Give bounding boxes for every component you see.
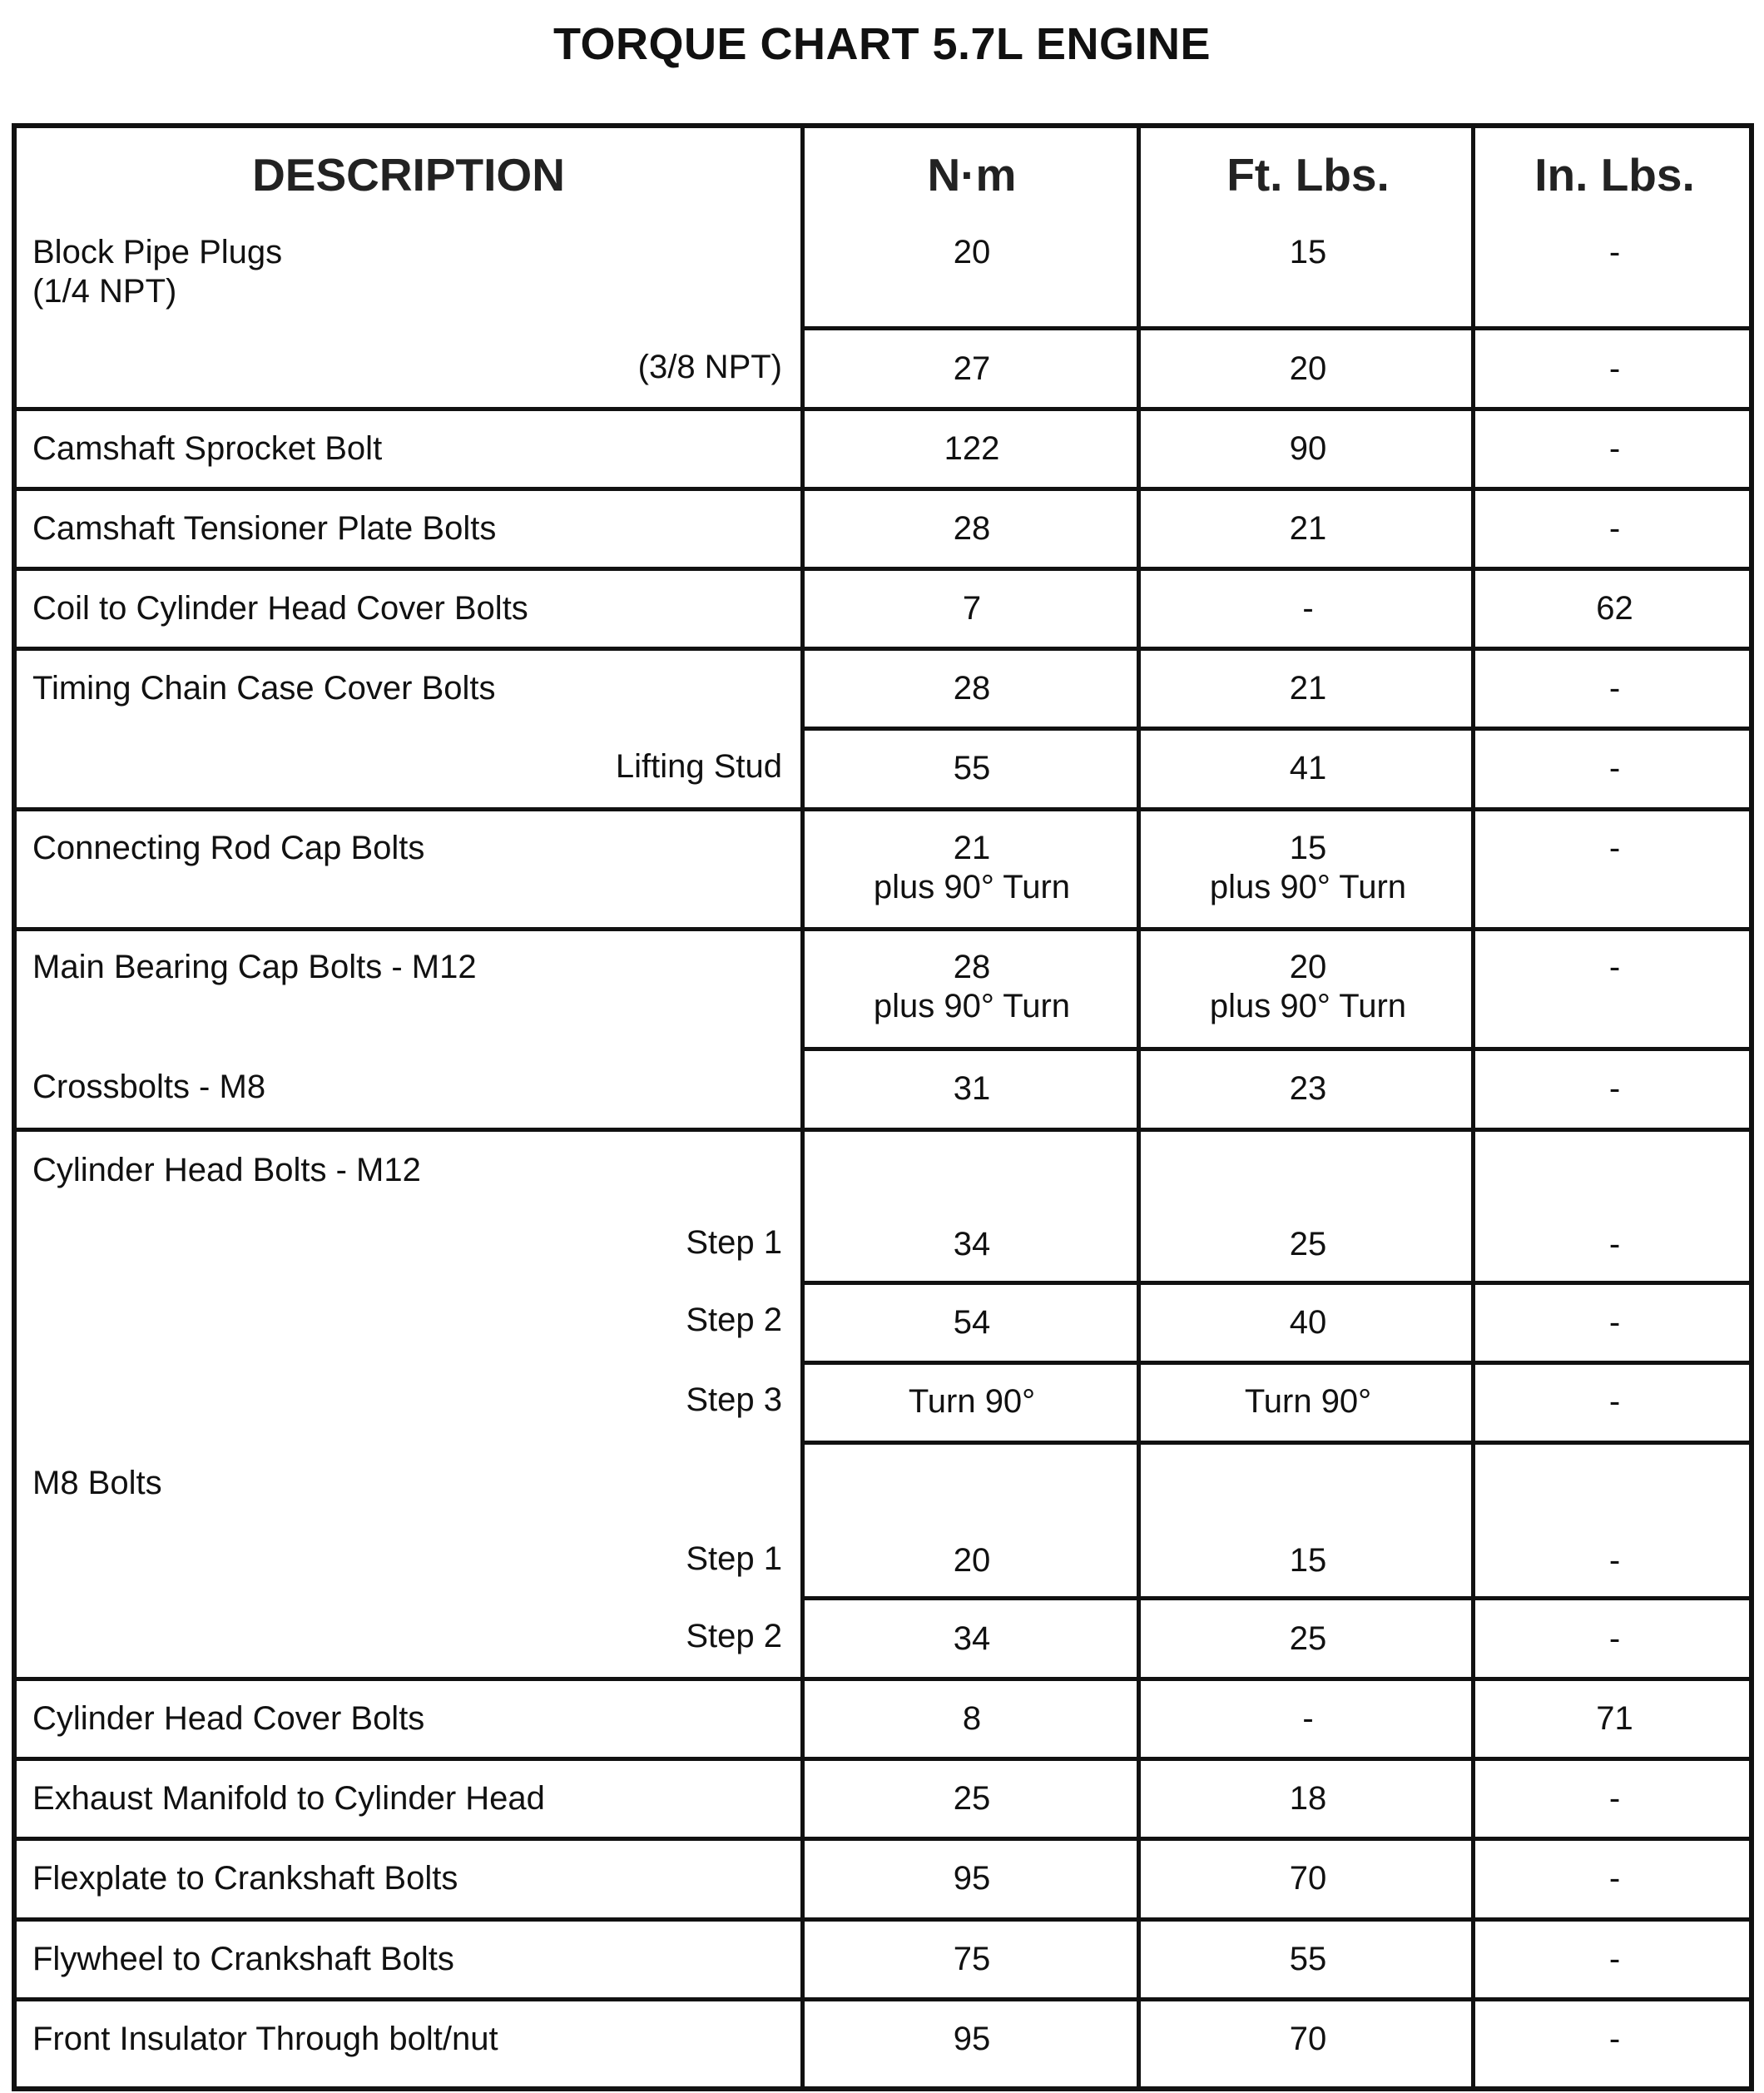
- ftlbs-value: 21: [1289, 670, 1327, 707]
- step-label: Step 2: [686, 1618, 782, 1654]
- subrow-divider: [800, 1596, 1754, 1600]
- step-label: Step 1: [686, 1540, 782, 1577]
- ftlbs-value: 20: [1289, 350, 1327, 387]
- inlbs-value: -: [1608, 1542, 1621, 1579]
- nm-value: 28: [953, 510, 991, 547]
- nm-value: 95: [953, 2021, 991, 2057]
- nm-value: 75: [953, 1941, 991, 1977]
- inlbs-value: -: [1608, 2021, 1621, 2057]
- ftlbs-value: 70: [1289, 2021, 1327, 2057]
- inlbs-value: -: [1608, 670, 1621, 707]
- row-description: Cylinder Head Bolts - M12: [32, 1152, 421, 1188]
- row-divider: [12, 927, 1754, 931]
- row-description: (3/8 NPT): [637, 349, 782, 385]
- header-nm: N·m: [927, 149, 1017, 201]
- subrow-divider: [800, 1047, 1754, 1051]
- inlbs-value: -: [1608, 1070, 1621, 1107]
- inlbs-value: -: [1608, 510, 1621, 547]
- ftlbs-value: 21: [1289, 510, 1327, 547]
- ftlbs-value: 41: [1289, 750, 1327, 786]
- row-description: Coil to Cylinder Head Cover Bolts: [32, 590, 528, 627]
- row-description: Camshaft Tensioner Plate Bolts: [32, 510, 497, 547]
- row-divider: [12, 807, 1754, 811]
- inlbs-value: -: [1608, 1383, 1621, 1420]
- nm-value: 28: [953, 949, 991, 985]
- ftlbs-note: plus 90° Turn: [1209, 988, 1407, 1024]
- nm-value: 27: [953, 350, 991, 387]
- row-description: Exhaust Manifold to Cylinder Head: [32, 1780, 545, 1817]
- nm-value: 55: [953, 750, 991, 786]
- nm-value: 7: [962, 590, 982, 627]
- row-description: Connecting Rod Cap Bolts: [32, 830, 425, 866]
- nm-value: 20: [953, 234, 991, 270]
- step-label: Step 3: [686, 1381, 782, 1418]
- header-description: DESCRIPTION: [252, 149, 565, 201]
- ftlbs-value: -: [1302, 590, 1314, 627]
- page-title: TORQUE CHART 5.7L ENGINE: [552, 19, 1212, 69]
- inlbs-value: -: [1608, 750, 1621, 786]
- nm-value: 28: [953, 670, 991, 707]
- column-divider: [800, 123, 805, 2091]
- row-description: Front Insulator Through bolt/nut: [32, 2021, 498, 2057]
- ftlbs-value: 90: [1289, 430, 1327, 467]
- nm-value: 21: [953, 830, 991, 866]
- row-divider: [12, 567, 1754, 571]
- ftlbs-value: 40: [1289, 1304, 1327, 1341]
- ftlbs-value: 70: [1289, 1860, 1327, 1897]
- inlbs-value: 62: [1596, 590, 1633, 627]
- ftlbs-value: -: [1302, 1700, 1314, 1737]
- nm-value: Turn 90°: [908, 1383, 1036, 1420]
- inlbs-value: 71: [1596, 1700, 1633, 1737]
- ftlbs-value: 15: [1289, 1542, 1327, 1579]
- ftlbs-value: 18: [1289, 1780, 1327, 1817]
- ftlbs-note: plus 90° Turn: [1209, 869, 1407, 905]
- subrow-divider: [800, 326, 1754, 330]
- row-divider: [12, 1757, 1754, 1761]
- inlbs-value: -: [1608, 1304, 1621, 1341]
- nm-value: 34: [953, 1620, 991, 1657]
- step-label: Step 1: [686, 1224, 782, 1261]
- row-divider: [12, 1837, 1754, 1841]
- row-description: M8 Bolts: [32, 1465, 162, 1501]
- header-ftlbs: Ft. Lbs.: [1226, 149, 1390, 201]
- row-description: Crossbolts - M8: [32, 1069, 266, 1105]
- nm-value: 25: [953, 1780, 991, 1817]
- row-divider: [12, 1128, 1754, 1132]
- nm-value: 95: [953, 1860, 991, 1897]
- row-description: Flexplate to Crankshaft Bolts: [32, 1860, 458, 1897]
- row-description: Block Pipe Plugs: [32, 234, 283, 270]
- row-divider: [12, 487, 1754, 491]
- row-description: Cylinder Head Cover Bolts: [32, 1700, 425, 1737]
- row-divider: [12, 1677, 1754, 1681]
- nm-value: 122: [944, 430, 1000, 467]
- inlbs-value: -: [1608, 830, 1621, 866]
- step-label: Step 2: [686, 1302, 782, 1338]
- subrow-divider: [800, 1361, 1754, 1365]
- row-description: Timing Chain Case Cover Bolts: [32, 670, 496, 707]
- ftlbs-value: 25: [1289, 1226, 1327, 1262]
- row-description: Lifting Stud: [615, 748, 782, 785]
- inlbs-value: -: [1608, 1780, 1621, 1817]
- row-description: (1/4 NPT): [32, 273, 177, 310]
- row-divider: [12, 1997, 1754, 2001]
- ftlbs-value: 55: [1289, 1941, 1327, 1977]
- row-divider: [12, 1917, 1754, 1922]
- inlbs-value: -: [1608, 1860, 1621, 1897]
- inlbs-value: -: [1608, 1226, 1621, 1262]
- ftlbs-value: Turn 90°: [1244, 1383, 1372, 1420]
- inlbs-value: -: [1608, 430, 1621, 467]
- ftlbs-value: 25: [1289, 1620, 1327, 1657]
- inlbs-value: -: [1608, 234, 1621, 270]
- header-inlbs: In. Lbs.: [1534, 149, 1695, 201]
- inlbs-value: -: [1608, 350, 1621, 387]
- ftlbs-value: 23: [1289, 1070, 1327, 1107]
- nm-value: 54: [953, 1304, 991, 1341]
- row-divider: [12, 407, 1754, 411]
- row-description: Flywheel to Crankshaft Bolts: [32, 1941, 454, 1977]
- nm-value: 31: [953, 1070, 991, 1107]
- inlbs-value: -: [1608, 1620, 1621, 1657]
- subrow-divider: [800, 1281, 1754, 1285]
- nm-note: plus 90° Turn: [873, 869, 1071, 905]
- inlbs-value: -: [1608, 949, 1621, 985]
- nm-note: plus 90° Turn: [873, 988, 1071, 1024]
- ftlbs-value: 20: [1289, 949, 1327, 985]
- row-description: Main Bearing Cap Bolts - M12: [32, 949, 477, 985]
- subrow-divider: [800, 727, 1754, 731]
- nm-value: 20: [953, 1542, 991, 1579]
- ftlbs-value: 15: [1289, 830, 1327, 866]
- subrow-divider: [800, 1441, 1754, 1445]
- ftlbs-value: 15: [1289, 234, 1327, 270]
- inlbs-value: -: [1608, 1941, 1621, 1977]
- row-description: Camshaft Sprocket Bolt: [32, 430, 383, 467]
- nm-value: 8: [962, 1700, 982, 1737]
- nm-value: 34: [953, 1226, 991, 1262]
- row-divider: [12, 647, 1754, 651]
